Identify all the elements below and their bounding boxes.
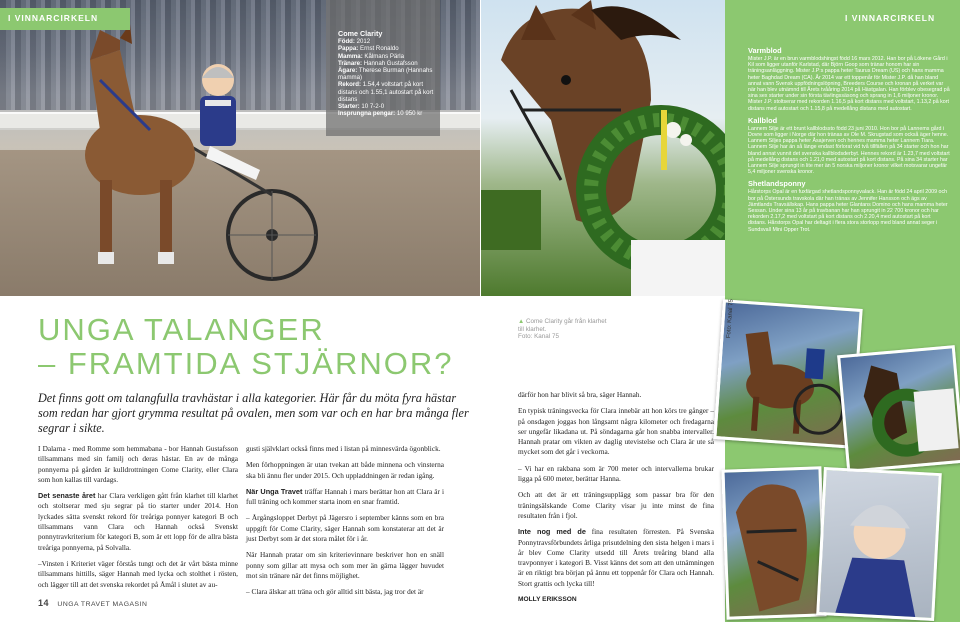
photo-credit: Foto: Kanal 75 — [726, 299, 735, 339]
section-tag-bar — [0, 8, 130, 30]
photo-girl-helmet — [816, 467, 942, 621]
article-column-3 — [518, 390, 714, 611]
paragraph: – Vi har en rakbana som är 700 meter och intervallerna brukar ligga på 600 meter, berättar Hanna. — [518, 463, 714, 484]
photo-horse-wreath-small — [837, 345, 960, 473]
paragraph: En typisk träningsvecka för Clara innebär att hon körs tre gånger – på onsdagen joggas hon långsamt några kilometer och fredagarna ser ungefär likadana ut. På söndagarna går hon snabba intervaller. Hannah pratar om vikten av daglig utevistelse och Clara är ute så mycket som det går i veckorna. — [518, 406, 714, 457]
article-lede: Det finns gott om talangfulla travhästar i alla kategorier. Här får du möta fyra hästar som redan har gjort grymma resultat på ovalen, men som var och en har bra många fler segrar i sikte. — [38, 391, 469, 435]
article-column-1 — [38, 444, 238, 596]
paragraph: I Dalarna - med Romme som hemmabana - bor Hannah Gustafsson tillsammans med sin familj och deras hästar. En av de många ponnyerna på gården är kulldrottningen Come Clarity, eller Clara som hon kallas till vardags. — [38, 444, 238, 484]
info-line: Pappa: Ernst Ronaldo — [338, 45, 399, 53]
section-tag: I VINNARCIRKELN — [8, 13, 99, 23]
horse-wreath-photo — [481, 0, 725, 296]
magazine-name: UNGA TRAVET MAGASIN — [57, 601, 148, 608]
headline-line2: – FRAMTIDA STJÄRNOR? — [38, 346, 454, 381]
article-column-2 — [246, 444, 444, 604]
headline-line1: UNGA TALANGER — [38, 312, 325, 347]
horse-head-illustration — [725, 469, 824, 616]
paragraph: – Clara älskar att träna och gör alltid sitt bästa, jag tror det är — [246, 587, 424, 597]
facts-text: Mister J.P. är en brun varmblodshingst född 16 mars 2012. Han bor på Lökene Gård i Kil som ligger utanför Karlstad, där Björn Goop som tränar honom har sin träningsanläggning. Mister J.P:s pappa heter Taurus Dream (US) och hans mamma heter Baghdad Dream (CA). År 2014 var ett toppenår för Mister J.P. då han bland annat vann Svensk uppfödningslöpning, Breeders Course och kronan på verket var när han blev utnämnd till Årets tvååring 2014 på Hästgalan. Han förblev obesegrad på sina sex starter under sin första tävlingssäsong och sprang in 1,6 miljoner kronor. Mister J.P. stoltserar med rekorden 1.16,5 på kort distans med voltstart, 1.13,2 på kort distans med autostart och 1.15,8 på medellång distans med autostart. — [748, 56, 950, 112]
paragraph: Och att det är ett träningsupplägg som passar bra för den träningsälskande Come Clarity visar ju inte minst de fina resultaten från i fjol. — [518, 490, 714, 520]
paragraph: – Årgångsloppet Derbyt på Jägersro i september känns som en bra uppgift för Come Clarity, säger Hannah som konstaterar att det är just Derbyt som är det stora målet för i år. — [246, 513, 444, 544]
girl-portrait-illustration — [819, 470, 938, 618]
info-line: Starter: 10 7-2-0 — [338, 103, 385, 111]
horse-facts-panel — [738, 0, 960, 296]
info-horse-name: Come Clarity — [338, 29, 383, 38]
pony-and-sulky-illustration — [60, 20, 320, 290]
horse-wreath-small-illustration — [840, 348, 960, 469]
horse-info-box — [326, 0, 440, 136]
paragraph: Det senaste året har Clara verkligen gått från klarhet till klarhet och stoltserar med sju segrar på tio starter under 2014. Hon lyckades sätta svenskt rekord för treåriga ponnyer kategori B och tillsammans vann Clara och Hannah också Svenskt ponnytravkriterium för kategori B, som är ett lopp för de allra bästa treåriga ponnyerna, på Solvalla. — [38, 491, 238, 552]
caption-arrow-icon: ▲ — [518, 318, 525, 325]
facts-heading: Varmblod — [748, 46, 782, 55]
facts-heading: Shetlandsponny — [748, 179, 806, 189]
paragraph: gusti självklart också finns med i listan på minnesvärda ögonblick. — [246, 444, 441, 453]
byline: MOLLY ERIKSSON — [518, 596, 577, 604]
paragraph: Men förhoppningen är utan tvekan att både minnena och vinsterna ska bli ännu fler under 2015. Och uppladdningen är redan igång. — [246, 460, 444, 480]
paragraph: –Vinsten i Kriteriet väger förstås tungt och det är vårt bästa minne tillsammans hittills, säger Hannah med lycka och stolthet i rösten, och lägger till att det svenska rekordet på Åmål i slutet av au- — [38, 558, 238, 589]
paragraph: därför hon har blivit så bra, säger Hannah. — [518, 390, 642, 399]
info-line: Ägare: Therese Burman (Hannahs mamma) — [338, 67, 433, 82]
page-number: 14 — [38, 598, 50, 608]
info-line: Rekord: 1.54,4 voltstart på kort distans och 1.55,1 autostart på kort distans — [338, 81, 434, 103]
info-line: Mamma: Kålmans Pärla — [338, 52, 405, 60]
page-footer — [38, 598, 147, 608]
facts-text: Lannem Silje är ett brunt kallblodssto född 23 juni 2010. Hon bor på Lannems gård i Dovre som ligger i Norge där hon tränas av Ole M. Skrugstad som också äger henne. Lannem Siljes pappa heter Åsajerven och hennes mamma heter Lannem Tiara. Lannem Silje har än så länge endast förlorat vid två tillfällen på 34 starter och hon har bland annat vunnit det svenska kallblodsderbyt. Hennes rekord är 1.23,7 med voltstart på medellång distans och 1.21,0 med autostart på kort distans. På sina 34 starter har Lannem Silje sprungit in lite mer än 5 norska miljoner kronor vilket motsvarar ungefär 5,4 miljoner svenska kronor. — [748, 125, 950, 176]
info-line: Insprungna pengar: 10 950 kr — [338, 110, 423, 118]
info-line: Född: 2012 — [338, 38, 371, 46]
facts-heading: Kallblod — [748, 115, 778, 125]
paragraph: Inte nog med de fina resultaten förresten. På Svenska Ponnytravsförbundets årliga prisutdelning den sista helgen i mars i år blev Come Clarity utsedd till Årets treåring bland alla travponnyer i kategori B. Visst känns det som att den utnämningen är en riktigt bra början på ännu ett toppenår för Clara och Hannah. Stort grattis och lycka till! — [518, 527, 714, 588]
section-tag-right: I VINNARCIRKELN — [845, 13, 936, 23]
paragraph: När Hannah pratar om sin kriterievinnare beskriver hon en snäll ponny som gillar att mysa och som mer än gärna lägger huvudet mot sin tränare när det finns möjlighet. — [246, 550, 444, 580]
horse-wreath-illustration — [481, 0, 725, 296]
info-line: Tränare: Hannah Gustafsson — [338, 59, 418, 67]
photo-caption: ▲ Come Clarity går från klarhet till klarhet. Foto: Kanal 75 — [518, 318, 607, 341]
paragraph: När Unga Travet träffar Hannah i mars berättar hon att Clara är i full träning och kommer starta inom en snar framtid. — [246, 486, 444, 507]
hero-photo-trotting-pony — [0, 0, 480, 296]
facts-text: Hårstorps Opal är en fuxfärgad shetlandsponnyvalack. Han är född 24 april 2009 och bor på Östersunds travskola där han tränas av Jennifer Hansson och ägs av Jämtlands Travsällskap. Hans pappa heter Glantans Domino och hans mamma heter Sessan. Under sina 13 år på travbanan har han sprungit in 22 700 kronor och har rekorden 2.17,2 med voltstart på kort distans och 2.20,4 med autostart på kort distans. Hårstorps Opal har deltagit i flera stora storlopp med bland annat seger i Sundsvall Mini Opper Trot. — [748, 189, 948, 233]
photo-horse-head — [721, 466, 826, 619]
